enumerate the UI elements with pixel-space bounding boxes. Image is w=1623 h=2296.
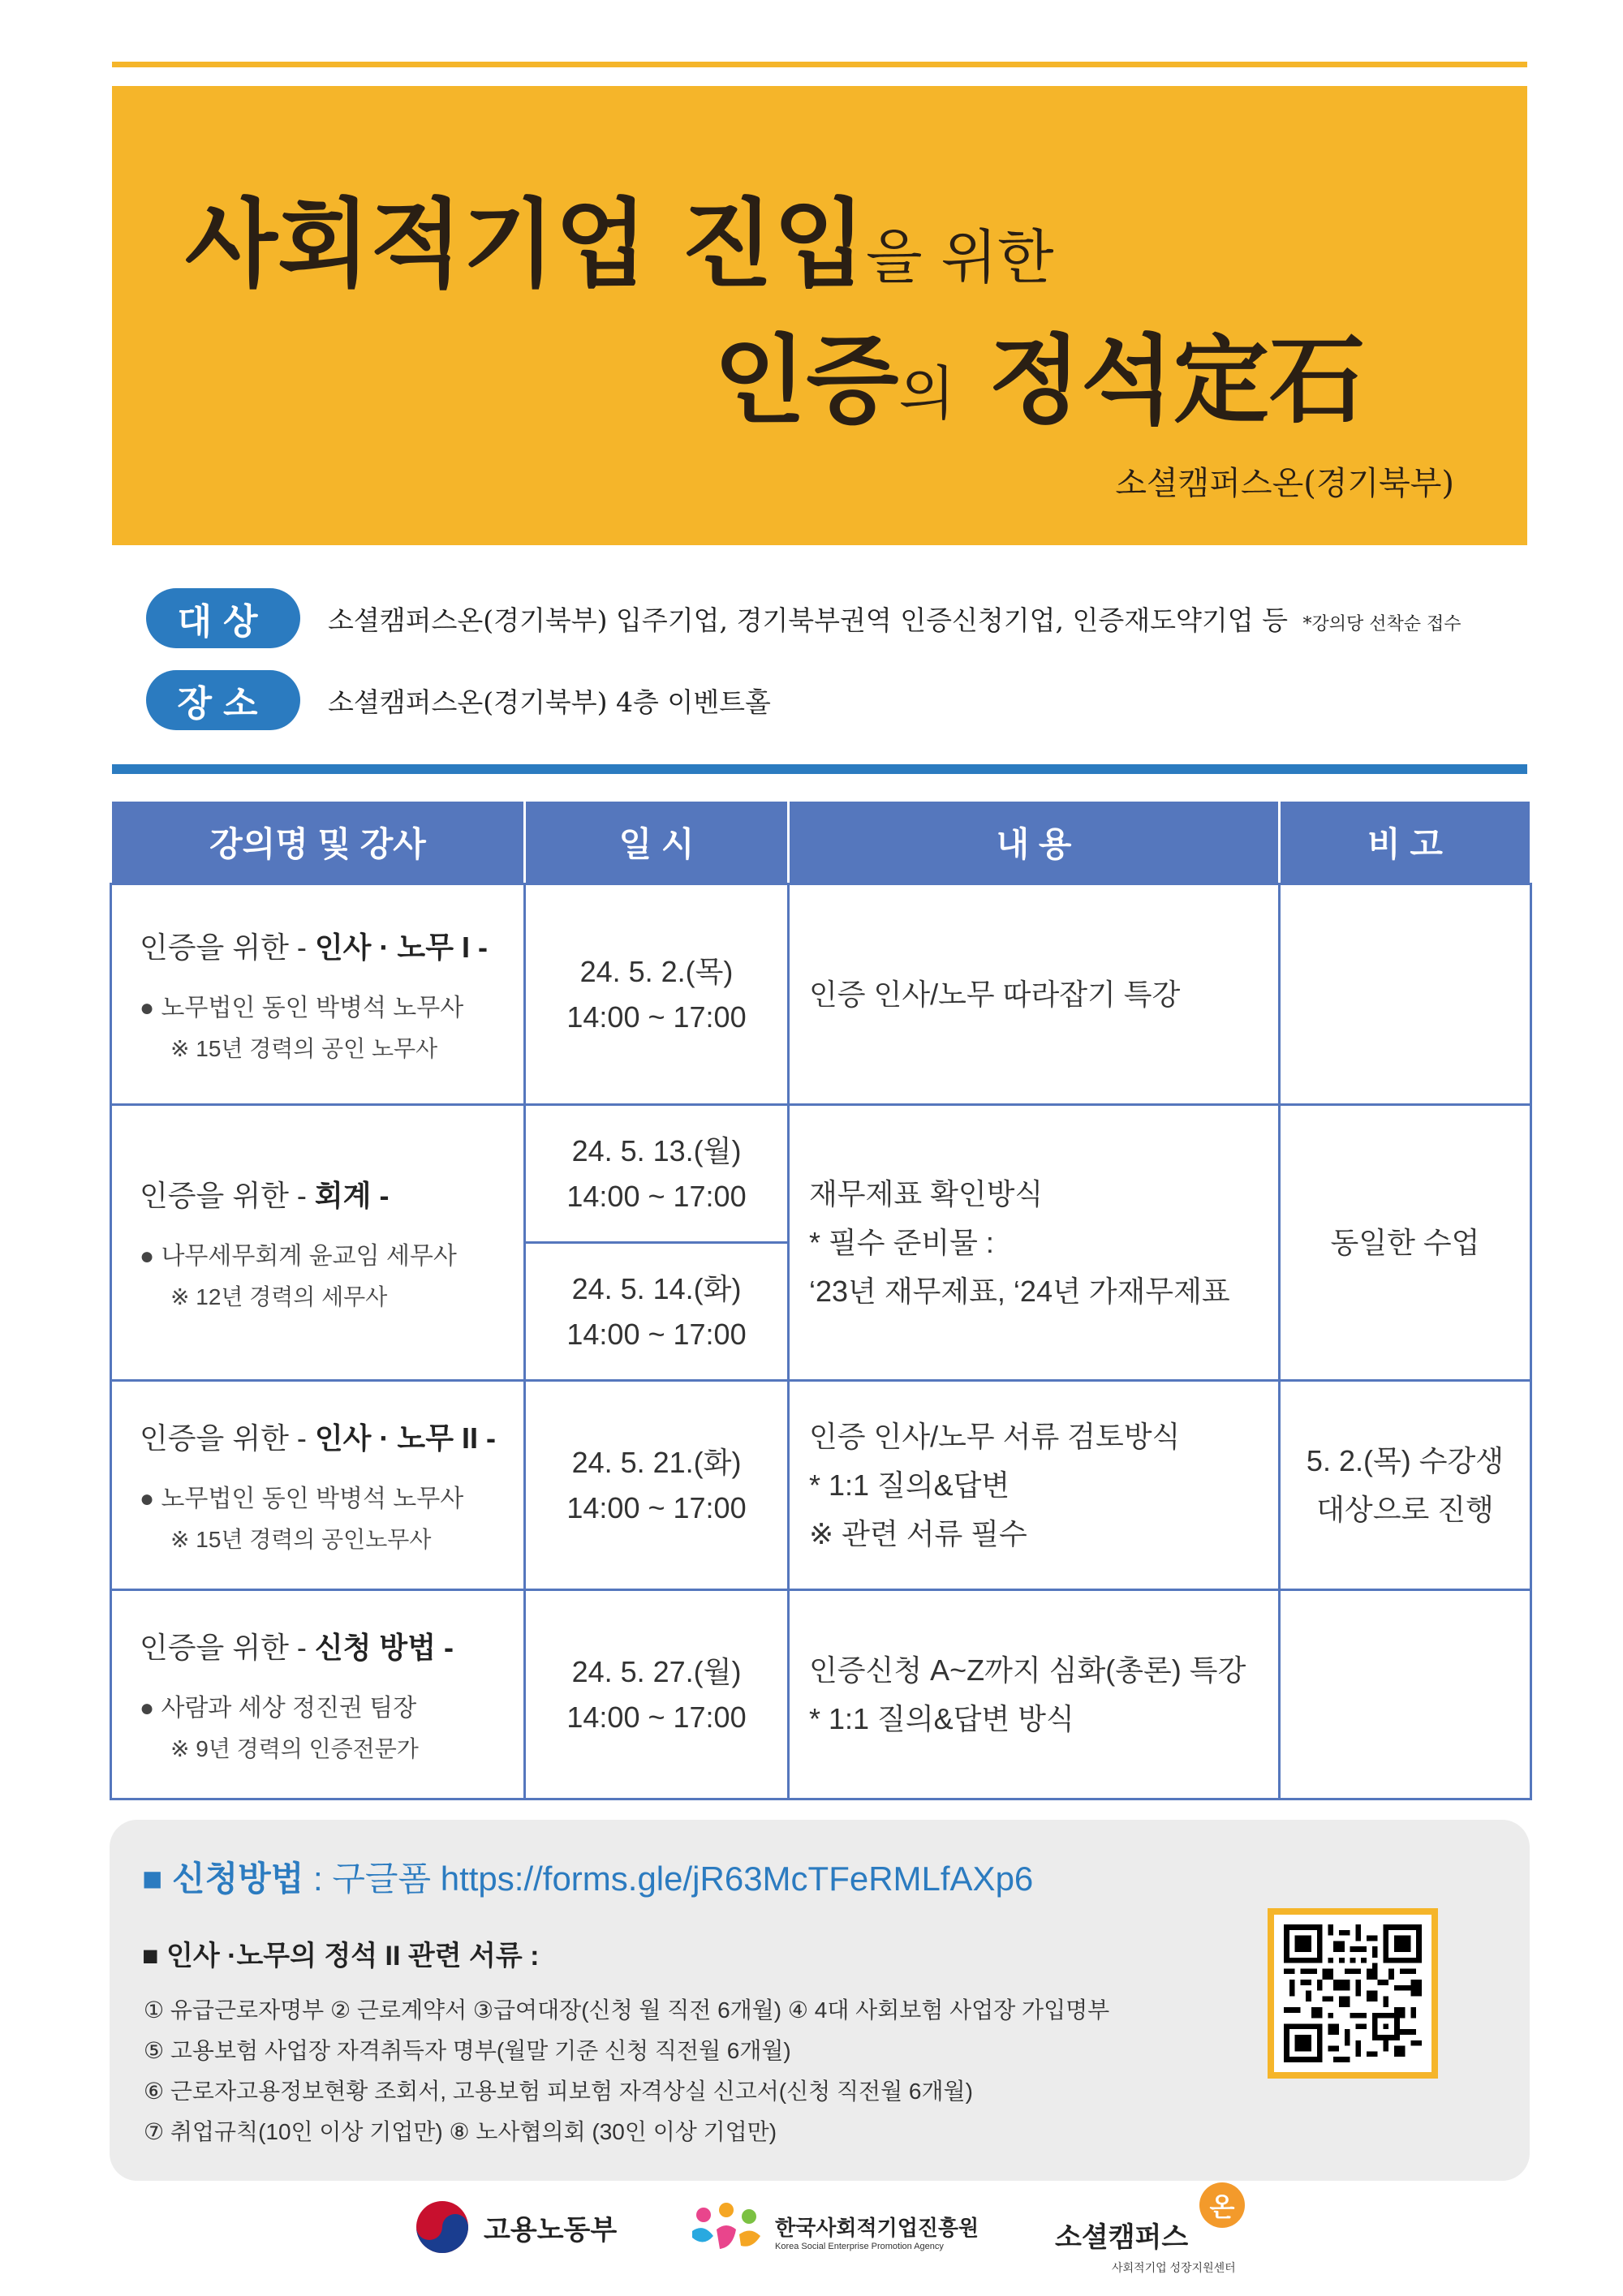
doc-item: ⑦ 취업규칙(10인 이상 기업만) ⑧ 노사협의회 (30인 이상 기업만) bbox=[144, 2119, 777, 2144]
table-row bbox=[111, 1381, 1531, 1590]
header-date: 일 시 bbox=[525, 801, 789, 884]
target-note: *강의당 선착순 접수 bbox=[1302, 613, 1462, 634]
note-text: 5. 2.(목) 수강생 bbox=[1306, 1443, 1505, 1477]
taegeuk-icon bbox=[414, 2199, 471, 2255]
place-row bbox=[146, 670, 771, 730]
table-header-row bbox=[111, 801, 1531, 884]
target-value: 소셜캠퍼스온(경기북부) 입주기업, 경기북부권역 인증신청기업, 인증재도약기업 등 bbox=[328, 604, 1289, 636]
content-line: * 필수 준비물 : bbox=[809, 1225, 994, 1259]
course-suffix: - bbox=[477, 1421, 496, 1455]
blue-rule bbox=[112, 764, 1527, 774]
course-prefix: 인증을 위한 - bbox=[140, 1179, 315, 1212]
target-text bbox=[328, 600, 1462, 638]
course-name: 인사 · 노무 II bbox=[314, 1421, 478, 1455]
career: ※ 15년 경력의 공인 노무사 bbox=[170, 1036, 438, 1061]
place-label: 장소 bbox=[146, 670, 300, 730]
course-title bbox=[140, 925, 523, 966]
course-prefix: 인증을 위한 - bbox=[140, 1421, 315, 1455]
table-row bbox=[111, 1590, 1531, 1799]
qr-code-icon bbox=[1284, 1924, 1422, 2062]
content-cell bbox=[789, 1590, 1280, 1799]
target-label: 대상 bbox=[146, 588, 300, 648]
note-cell bbox=[1280, 1105, 1531, 1381]
kosea-name-en: Korea Social Enterprise Promotion Agency bbox=[775, 2241, 944, 2251]
date-cell bbox=[525, 1105, 789, 1243]
apply-link[interactable]: : 구글폼 https://forms.gle/jR63McTFeRMLfAXp6 bbox=[304, 1860, 1034, 1898]
course-suffix: - bbox=[371, 1179, 390, 1212]
lecturer: ● 노무법인 동인 박병석 노무사 bbox=[140, 1486, 464, 1512]
course-cell bbox=[111, 1381, 525, 1590]
lecturer: ● 나무세무회계 윤교임 세무사 bbox=[140, 1243, 457, 1270]
apply-label: ■ 신청방법 bbox=[142, 1860, 304, 1898]
title-word-cert: 인증 bbox=[713, 324, 899, 436]
docs-list bbox=[144, 1990, 1109, 2152]
content-line: ※ 관련 서류 필수 bbox=[809, 1516, 1027, 1550]
date-cell bbox=[525, 1590, 789, 1799]
time: 14:00 ~ 17:00 bbox=[566, 1700, 747, 1734]
table-row bbox=[111, 884, 1531, 1105]
time: 14:00 ~ 17:00 bbox=[566, 1000, 747, 1034]
doc-item: ⑤ 고용보험 사업장 자격취득자 명부(월말 기준 신청 직전월 6개월) bbox=[144, 2038, 791, 2063]
date: 24. 5. 14.(화) bbox=[571, 1271, 742, 1305]
time: 14:00 ~ 17:00 bbox=[566, 1490, 747, 1524]
doc-item: ⑥ 근로자고용정보현황 조회서, 고용보험 피보험 자격상실 신고서(신청 직전월 6개월) bbox=[144, 2079, 973, 2104]
note-text: 동일한 수업 bbox=[1330, 1225, 1480, 1259]
date: 24. 5. 13.(월) bbox=[571, 1133, 742, 1167]
header-course: 강의명 및 강사 bbox=[111, 801, 525, 884]
kosea-emblem-icon bbox=[686, 2199, 767, 2264]
date: 24. 5. 21.(화) bbox=[571, 1445, 742, 1479]
content-line: 재무제표 확인방식 bbox=[809, 1176, 1044, 1210]
docs-title: ■ 인사 ·노무의 정석 II 관련 서류 : bbox=[142, 1941, 540, 1971]
organizer: 소셜캠퍼스온(경기북부) bbox=[1115, 465, 1454, 502]
note-text: 대상으로 진행 bbox=[1316, 1492, 1494, 1526]
table-row bbox=[111, 1105, 1531, 1243]
title-particle: 의 bbox=[898, 359, 955, 428]
content-line: * 1:1 질의&답변 bbox=[809, 1468, 1010, 1502]
time: 14:00 ~ 17:00 bbox=[566, 1179, 747, 1213]
date-cell bbox=[525, 1381, 789, 1590]
moel-name: 고용노동부 bbox=[484, 2214, 618, 2246]
campus-sub: 사회적기업 성장지원센터 bbox=[1112, 2261, 1236, 2274]
course-name: 신청 방법 bbox=[314, 1631, 436, 1664]
content-line: 인증 인사/노무 서류 검토방식 bbox=[809, 1419, 1181, 1453]
course-cell bbox=[111, 1590, 525, 1799]
content-cell bbox=[789, 1381, 1280, 1590]
course-prefix: 인증을 위한 - bbox=[140, 931, 315, 964]
course-suffix: - bbox=[435, 1631, 454, 1664]
content-cell bbox=[789, 1105, 1280, 1381]
header-content: 내 용 bbox=[789, 801, 1280, 884]
career: ※ 15년 경력의 공인노무사 bbox=[170, 1527, 432, 1552]
campus-on-badge: 온 bbox=[1199, 2182, 1245, 2228]
career: ※ 12년 경력의 세무사 bbox=[170, 1284, 388, 1309]
kosea-name: 한국사회적기업진흥원 bbox=[775, 2215, 979, 2240]
lecturer: ● 노무법인 동인 박병석 노무사 bbox=[140, 995, 464, 1021]
title-main: 사회적기업 진입 bbox=[185, 187, 866, 300]
course-name: 회계 bbox=[314, 1179, 372, 1212]
date-cell bbox=[525, 1243, 789, 1381]
qr-code[interactable] bbox=[1268, 1908, 1438, 2079]
title-banner bbox=[112, 86, 1527, 545]
course-cell bbox=[111, 1105, 525, 1381]
campus-logo bbox=[1055, 2182, 1236, 2276]
lecturer: ● 사람과 세상 정진권 팀장 bbox=[140, 1695, 417, 1722]
schedule-table bbox=[110, 799, 1532, 1800]
career: ※ 9년 경력의 인증전문가 bbox=[170, 1736, 419, 1761]
title-word-standard: 정석定石 bbox=[988, 324, 1365, 436]
content-line: * 1:1 질의&답변 방식 bbox=[809, 1701, 1074, 1735]
place-text: 소셜캠퍼스온(경기북부) 4층 이벤트홀 bbox=[328, 686, 771, 718]
content-cell bbox=[789, 884, 1280, 1105]
content-line: 인증신청 A~Z까지 심화(총론) 특강 bbox=[809, 1653, 1246, 1687]
date: 24. 5. 2.(목) bbox=[579, 954, 734, 988]
campus-name: 소셜캠퍼스 bbox=[1055, 2222, 1189, 2253]
title-line-1 bbox=[185, 167, 1054, 305]
course-title bbox=[140, 1625, 523, 1666]
note-cell bbox=[1280, 1381, 1531, 1590]
target-row bbox=[146, 588, 1462, 648]
date: 24. 5. 27.(월) bbox=[571, 1654, 742, 1688]
course-title bbox=[140, 1416, 523, 1457]
course-name: 인사 · 노무 I bbox=[314, 931, 470, 964]
kosea-logo bbox=[686, 2199, 979, 2264]
top-rule bbox=[112, 62, 1527, 67]
note-cell bbox=[1280, 884, 1531, 1105]
course-title bbox=[140, 1173, 523, 1215]
time: 14:00 ~ 17:00 bbox=[566, 1317, 747, 1351]
header-note: 비 고 bbox=[1280, 801, 1531, 884]
course-suffix: - bbox=[469, 931, 488, 964]
moel-logo bbox=[414, 2199, 617, 2255]
title-small: 을 위한 bbox=[866, 223, 1054, 291]
date-cell bbox=[525, 884, 789, 1105]
title-line-2 bbox=[713, 303, 1365, 441]
doc-item: ① 유급근로자명부 ② 근로계약서 ③급여대장(신청 월 직전 6개월) ④ 4대 사회보험 사업장 가입명부 bbox=[144, 1997, 1110, 2023]
apply-method bbox=[142, 1852, 1033, 1901]
note-cell bbox=[1280, 1590, 1531, 1799]
course-cell bbox=[111, 884, 525, 1105]
content-line: 인증 인사/노무 따라잡기 특강 bbox=[809, 977, 1181, 1011]
course-prefix: 인증을 위한 - bbox=[140, 1631, 315, 1664]
content-line: ‘23년 재무제표, ‘24년 가재무제표 bbox=[809, 1274, 1230, 1308]
